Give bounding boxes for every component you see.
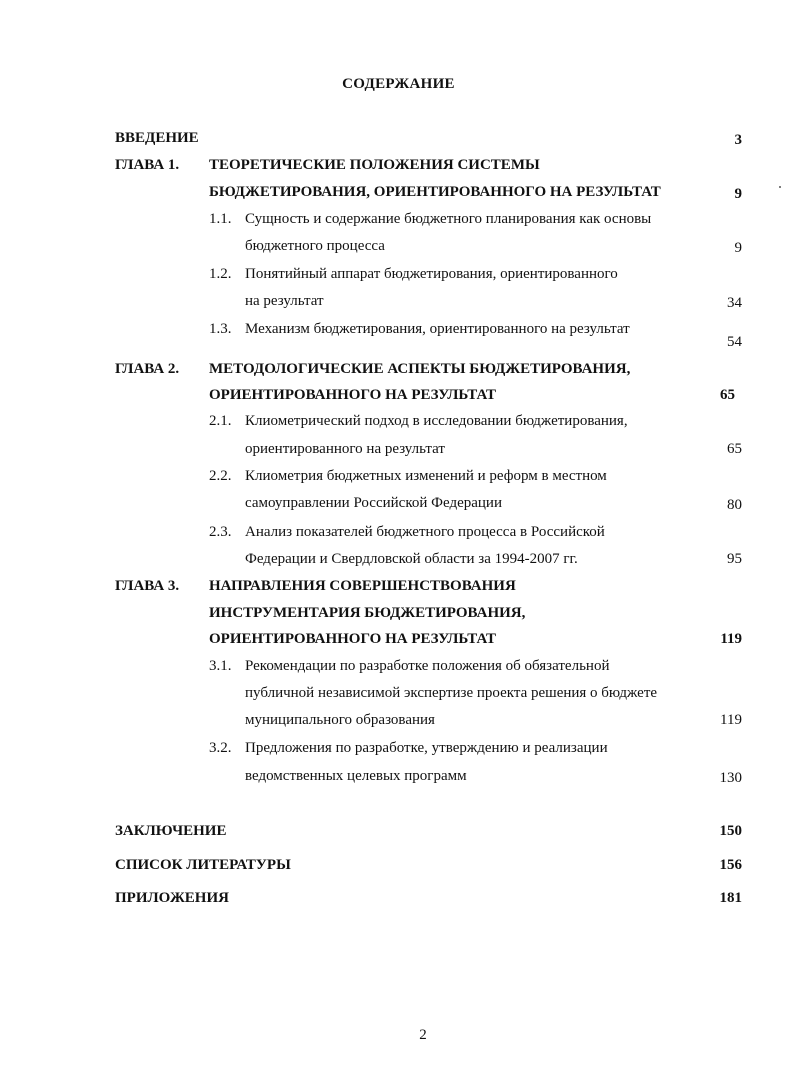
toc-conclusion-page: 150 (719, 823, 742, 839)
section-3-2-line-2: ведомственных целевых программ (245, 768, 467, 784)
section-3-1-page: 119 (720, 712, 742, 728)
section-1-3-line-1: Механизм бюджетирования, ориентированного на результат (245, 321, 630, 337)
chapter-3-title-line-1: НАПРАВЛЕНИЯ СОВЕРШЕНСТВОВАНИЯ (209, 578, 516, 594)
section-2-2-number: 2.2. (209, 468, 232, 484)
toc-intro-label: ВВЕДЕНИЕ (115, 130, 199, 146)
section-2-3-line-2: Федерации и Свердловской области за 1994-2007 гг. (245, 551, 578, 567)
section-2-2-line-2: самоуправлении Российской Федерации (245, 495, 502, 511)
chapter-3-page: 119 (720, 631, 742, 647)
toc-appendices-label: ПРИЛОЖЕНИЯ (115, 890, 229, 906)
section-2-2-line-1: Клиометрия бюджетных изменений и реформ в местном (245, 468, 607, 484)
chapter-3-label: ГЛАВА 3. (115, 578, 180, 594)
section-2-1-line-2: ориентированного на результат (245, 441, 445, 457)
section-1-3-page: 54 (727, 334, 742, 350)
section-1-1-line-2: бюджетного процесса (245, 238, 385, 254)
speck-mark (779, 186, 781, 188)
section-3-1-line-2: публичной независимой экспертизе проекта решения о бюджете (245, 685, 658, 701)
section-3-2-number: 3.2. (209, 740, 232, 756)
section-3-2-page: 130 (719, 770, 742, 786)
section-1-1-page: 9 (734, 240, 742, 256)
section-3-1-line-1: Рекомендации по разработке положения об обязательной (245, 658, 610, 674)
section-1-2-line-1: Понятийный аппарат бюджетирования, ориентированного (245, 266, 618, 282)
chapter-3-title-line-3: ОРИЕНТИРОВАННОГО НА РЕЗУЛЬТАТ (209, 631, 496, 647)
section-1-1-number: 1.1. (209, 211, 232, 227)
chapter-3-title-line-2: ИНСТРУМЕНТАРИЯ БЮДЖЕТИРОВАНИЯ, (209, 605, 526, 621)
chapter-1-title-line-1: ТЕОРЕТИЧЕСКИЕ ПОЛОЖЕНИЯ СИСТЕМЫ (209, 157, 540, 173)
section-1-2-line-2: на результат (245, 293, 324, 309)
chapter-2-title-line-2: ОРИЕНТИРОВАННОГО НА РЕЗУЛЬТАТ (209, 387, 496, 403)
section-1-3-number: 1.3. (209, 321, 232, 337)
section-1-2-number: 1.2. (209, 266, 232, 282)
section-1-1-line-1: Сущность и содержание бюджетного планирования как основы (245, 211, 652, 227)
section-2-1-page: 65 (727, 441, 742, 457)
section-2-1-number: 2.1. (209, 413, 232, 429)
section-2-2-page: 80 (727, 497, 742, 513)
toc-intro-page: 3 (734, 132, 742, 148)
chapter-2-title-line-1: МЕТОДОЛОГИЧЕСКИЕ АСПЕКТЫ БЮДЖЕТИРОВАНИЯ, (209, 361, 631, 377)
section-2-3-number: 2.3. (209, 524, 232, 540)
chapter-1-page: 9 (734, 186, 742, 202)
section-3-2-line-1: Предложения по разработке, утверждению и реализации (245, 740, 608, 756)
section-1-2-page: 34 (727, 295, 742, 311)
toc-appendices-page: 181 (719, 890, 742, 906)
section-2-1-line-1: Клиометрический подход в исследовании бюджетирования, (245, 413, 628, 429)
chapter-2-page: 65 (720, 387, 735, 403)
chapter-1-label: ГЛАВА 1. (115, 157, 180, 173)
section-3-1-number: 3.1. (209, 658, 232, 674)
section-3-1-line-3: муниципального образования (245, 712, 435, 728)
section-2-3-line-1: Анализ показателей бюджетного процесса в Российской (245, 524, 605, 540)
page-number: 2 (419, 1027, 427, 1043)
toc-conclusion-label: ЗАКЛЮЧЕНИЕ (115, 823, 227, 839)
chapter-1-title-line-2: БЮДЖЕТИРОВАНИЯ, ОРИЕНТИРОВАННОГО НА РЕЗУЛЬТАТ (209, 184, 661, 200)
page-title: СОДЕРЖАНИЕ (342, 76, 455, 92)
chapter-2-label: ГЛАВА 2. (115, 361, 180, 377)
section-2-3-page: 95 (727, 551, 742, 567)
toc-references-page: 156 (719, 857, 742, 873)
toc-references-label: СПИСОК ЛИТЕРАТУРЫ (115, 857, 291, 873)
